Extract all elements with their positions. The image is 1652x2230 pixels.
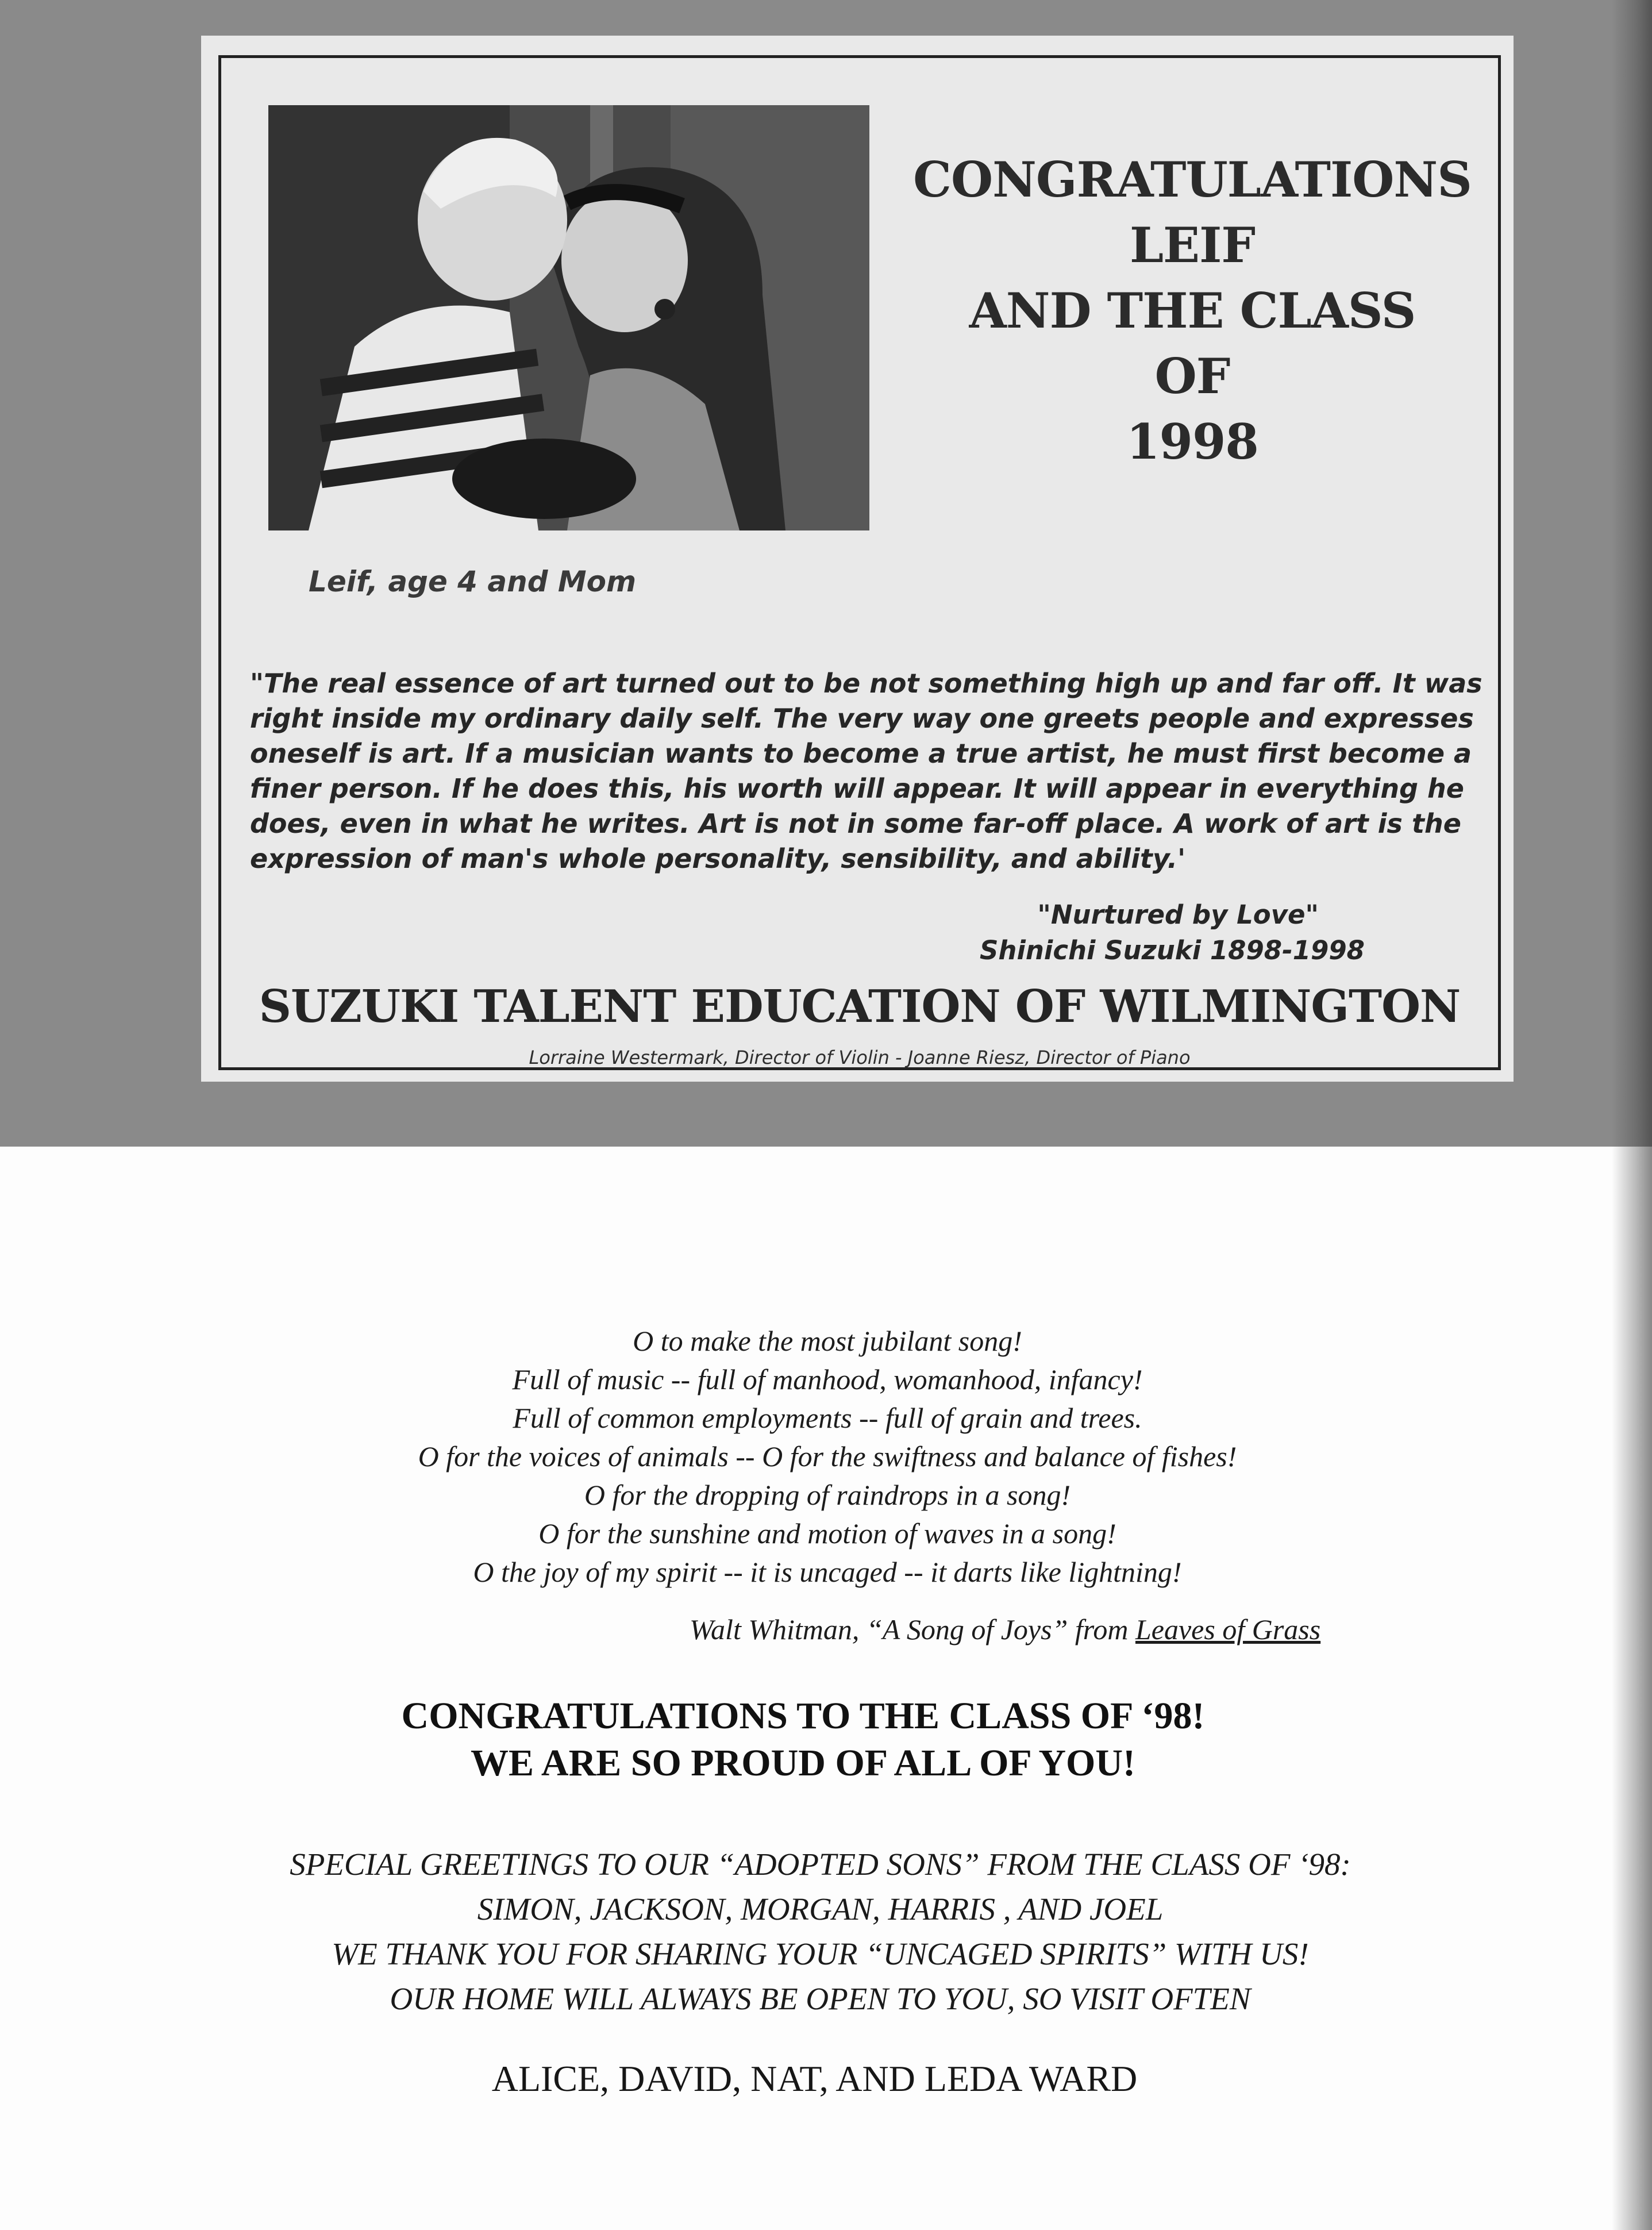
- poem-line: Full of common employments -- full of grain and trees.: [513, 1402, 1142, 1434]
- poem-book-title: Leaves of Grass: [1135, 1613, 1321, 1645]
- directors-line: Lorraine Westermark, Director of Violin - Joanne Riesz, Director of Piano: [529, 1047, 1191, 1068]
- poem-credit-text: Walt Whitman, “A Song of Joys” from: [690, 1613, 1135, 1645]
- poem-line: Full of music -- full of manhood, womanhood, infancy!: [512, 1363, 1143, 1395]
- quote-author: Shinichi Suzuki 1898-1998: [980, 935, 1365, 966]
- heading-line: CONGRATULATIONS: [913, 151, 1472, 208]
- class-congrats-line: CONGRATULATIONS TO THE CLASS OF ‘98!: [401, 1695, 1205, 1737]
- quote-line: finer person. If he does this, his worth will appear. It will appear in everything he: [250, 773, 1464, 804]
- heading-line: LEIF: [1129, 217, 1256, 274]
- greeting-line: SPECIAL GREETINGS TO OUR “ADOPTED SONS” FROM THE CLASS OF ‘98:: [290, 1847, 1351, 1882]
- photo-leif-and-mom: [268, 105, 869, 530]
- quote-line: "The real essence of art turned out to be not something high up and far off. It was: [250, 668, 1482, 699]
- poem-line: O for the voices of animals -- O for the swiftness and balance of fishes!: [418, 1440, 1237, 1472]
- class-congrats-line: WE ARE SO PROUD OF ALL OF YOU!: [471, 1742, 1135, 1784]
- poem-line: O the joy of my spirit -- it is uncaged -- it darts like lightning!: [473, 1556, 1182, 1588]
- quote-attribution: [830, 897, 1462, 968]
- class-congratulations: [0, 1693, 1652, 1787]
- quote-line: oneself is art. If a musician wants to become a true artist, he must first become a: [250, 738, 1472, 769]
- greeting-line: SIMON, JACKSON, MORGAN, HARRIS , AND JOEL: [477, 1891, 1164, 1927]
- organization-name: SUZUKI TALENT EDUCATION OF WILMINGTON: [259, 981, 1461, 1033]
- poem-line: O to make the most jubilant song!: [633, 1325, 1022, 1357]
- poem-line: O for the sunshine and motion of waves in a song!: [538, 1517, 1116, 1550]
- photo-illustration: [268, 105, 869, 530]
- page-binding-shadow: [1612, 0, 1652, 2230]
- heading-line: AND THE CLASS: [969, 282, 1416, 339]
- quote-source: "Nurtured by Love": [1037, 899, 1319, 930]
- signers-names: ALICE, DAVID, NAT, AND LEDA WARD: [491, 2058, 1138, 2099]
- whitman-poem: [345, 1322, 1310, 1591]
- signers: [0, 2058, 1652, 2100]
- greeting-line: OUR HOME WILL ALWAYS BE OPEN TO YOU, SO VISIT OFTEN: [390, 1981, 1251, 2016]
- quote-line: expression of man's whole personality, sensibility, and ability.': [250, 843, 1186, 874]
- quote-line: right inside my ordinary daily self. The very way one greets people and expresses: [250, 703, 1474, 734]
- poem-credit: [690, 1613, 1437, 1646]
- suzuki-ad: [201, 36, 1514, 1082]
- suzuki-quote: [250, 666, 1497, 876]
- photo-caption: Leif, age 4 and Mom: [309, 565, 637, 598]
- heading-line: 1998: [1126, 413, 1258, 470]
- ad-border: [218, 55, 1501, 1070]
- heading-line: OF: [1154, 348, 1230, 405]
- poem-line: O for the dropping of raindrops in a song!: [584, 1479, 1071, 1511]
- quote-line: does, even in what he writes. Art is not in some far-off place. A work of art is the: [250, 808, 1461, 839]
- greeting-line: WE THANK YOU FOR SHARING YOUR “UNCAGED SPIRITS” WITH US!: [332, 1936, 1309, 1971]
- congratulations-heading: [865, 147, 1520, 475]
- special-greetings: [0, 1842, 1652, 2021]
